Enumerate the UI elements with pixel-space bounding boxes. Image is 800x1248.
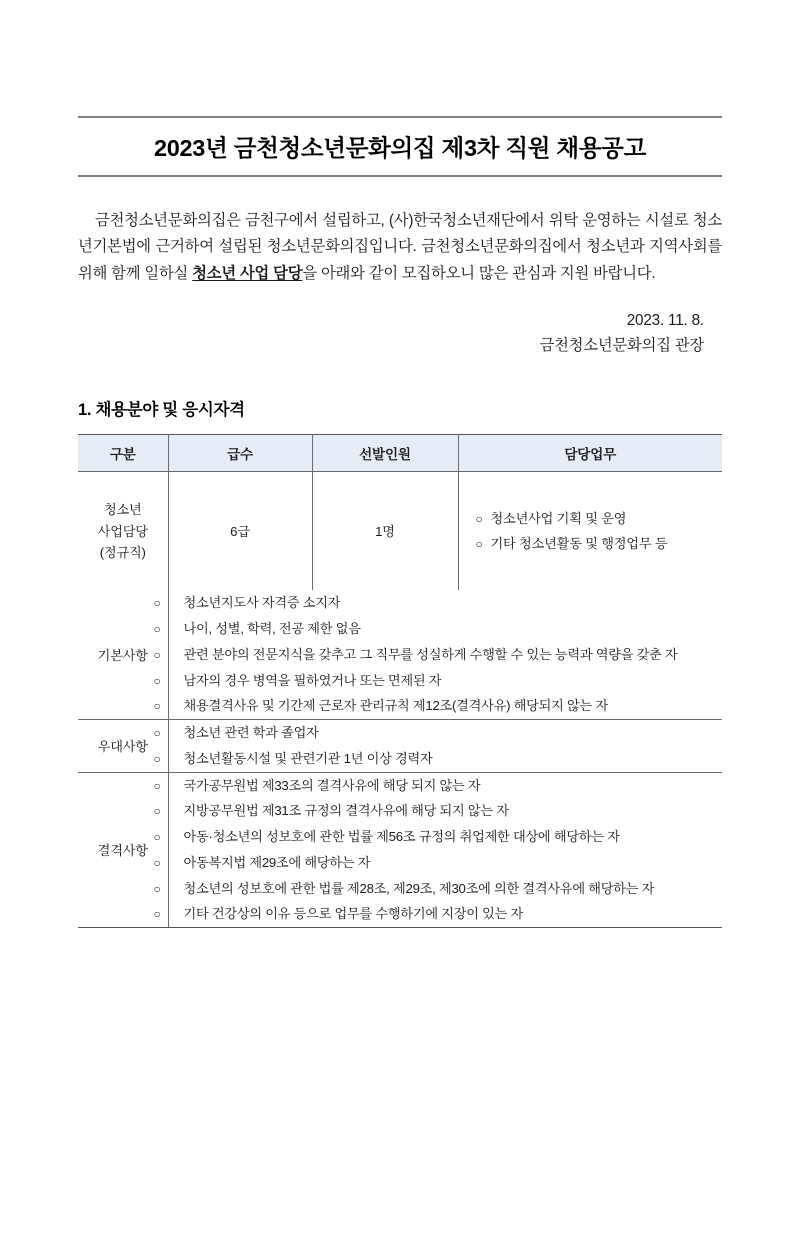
table-row-preference — [78, 720, 722, 772]
disqualification-item — [153, 850, 723, 876]
recruitment-table — [78, 434, 722, 928]
cell-basic-items — [153, 590, 722, 719]
title-rule-bottom — [78, 175, 722, 177]
basic-item-text: 채용결격사유 및 기간제 근로자 관리규칙 제12조(결격사유) 해당되지 않는 자 — [183, 698, 608, 714]
preference-item — [153, 746, 723, 772]
bullet-icon: ○ — [153, 726, 161, 741]
disqualification-item — [153, 824, 723, 850]
bullet-icon: ○ — [475, 537, 483, 552]
duties-list — [459, 506, 723, 557]
signature-date: 2023. 11. 8. — [626, 311, 704, 329]
duty-item — [476, 506, 723, 531]
table-header-duties: 담당업무 — [458, 435, 722, 472]
table-row-disqualification — [78, 772, 722, 927]
table-header-category: 구분 — [78, 435, 168, 472]
disqualification-item-text: 아동복지법 제29조에 해당하는 자 — [183, 854, 371, 870]
basic-item-text: 나이, 성별, 학력, 전공 제한 없음 — [183, 621, 361, 637]
disqualification-item — [153, 798, 723, 824]
cell-disqualification-label: 결격사항 — [78, 772, 168, 927]
disqualification-item — [153, 876, 723, 902]
cell-job-category — [78, 472, 168, 591]
intro-paragraph — [78, 208, 722, 287]
basic-item — [153, 642, 723, 668]
intro-text-tail: 을 아래와 같이 모집하오니 많은 관심과 지원 바랍니다. — [302, 264, 656, 282]
cell-basic-label: 기본사항 — [78, 590, 168, 719]
bullet-icon: ○ — [153, 804, 161, 819]
disqualification-item — [153, 901, 723, 927]
bullet-icon: ○ — [153, 855, 161, 870]
basic-item — [153, 693, 723, 719]
table-header-headcount: 선발인원 — [312, 435, 458, 472]
basic-item-text: 관련 분야의 전문지식을 갖추고 그 직무를 성실하게 수행할 수 있는 능력과 역량을 갖춘 자 — [183, 646, 678, 662]
disqualification-item-text: 국가공무원법 제33조의 결격사유에 해당 되지 않는 자 — [183, 777, 481, 793]
duty-text: 기타 청소년활동 및 행정업무 등 — [490, 536, 668, 552]
job-category-line1: 청소년 — [103, 502, 142, 518]
intro-text-lead: 금천청소년문화의집은 금천구에서 설립하고, (사)한국청소년재단에서 위탁 운영하는 시설로 청소년기본법에 근거하여 설립된 청소년문화의집입니다. 금천청소년문화의집에서 청소년과 지역사회를 위해 함께 일하실 — [78, 212, 722, 282]
signature-issuer: 금천청소년문화의집 관장 — [539, 336, 704, 354]
bullet-icon: ○ — [153, 596, 161, 611]
cell-disqualification-items — [153, 772, 722, 927]
duty-text: 청소년사업 기획 및 운영 — [490, 511, 627, 527]
page-title: 2023년 금천청소년문화의집 제3차 직원 채용공고 — [154, 135, 646, 161]
job-category-line2: 사업담당 — [97, 523, 148, 539]
bullet-icon: ○ — [153, 673, 161, 688]
table-header-row — [78, 435, 722, 472]
duty-item — [476, 531, 723, 556]
disqualification-item-text: 기타 건강상의 이유 등으로 업무를 수행하기에 지장이 있는 자 — [183, 906, 524, 922]
bullet-icon: ○ — [153, 699, 161, 714]
cell-job-duties — [458, 472, 722, 591]
basic-item-text: 청소년지도사 자격증 소지자 — [183, 595, 341, 611]
bullet-icon: ○ — [153, 647, 161, 662]
section-heading-1: 1. 채용분야 및 응시자격 — [78, 401, 245, 420]
preference-item — [153, 720, 723, 746]
cell-preference-label: 우대사항 — [78, 720, 168, 772]
basic-item-text: 남자의 경우 병역을 필하였거나 또는 면제된 자 — [183, 672, 442, 688]
basic-item — [153, 590, 723, 616]
basic-item — [153, 616, 723, 642]
preference-item-text: 청소년 관련 학과 졸업자 — [183, 725, 319, 741]
job-category-line3: (정규직) — [99, 545, 146, 561]
disqualification-item-text: 지방공무원법 제31조 규정의 결격사유에 해당 되지 않는 자 — [183, 803, 509, 819]
disqualification-item — [153, 773, 723, 799]
cell-job-grade: 6급 — [168, 472, 312, 591]
signature-block — [78, 309, 722, 359]
preference-item-text: 청소년활동시설 및 관련기관 1년 이상 경력자 — [183, 750, 433, 766]
bullet-icon: ○ — [153, 907, 161, 922]
bullet-icon: ○ — [153, 778, 161, 793]
bullet-icon: ○ — [153, 830, 161, 845]
table-row-basic — [78, 590, 722, 719]
cell-job-headcount: 1명 — [312, 472, 458, 591]
disqualification-item-text: 아동·청소년의 성보호에 관한 법률 제56조 규정의 취업제한 대상에 해당하는 자 — [183, 829, 620, 845]
intro-highlight: 청소년 사업 담당 — [192, 264, 303, 282]
bullet-icon: ○ — [153, 881, 161, 896]
table-header-grade: 급수 — [168, 435, 312, 472]
bullet-icon: ○ — [153, 622, 161, 637]
bullet-icon: ○ — [153, 751, 161, 766]
title-block — [78, 116, 722, 177]
disqualification-item-text: 청소년의 성보호에 관한 법률 제28조, 제29조, 제30조에 의한 결격사유에 해당하는 자 — [183, 880, 655, 896]
cell-preference-items — [153, 720, 722, 772]
table-row-job — [78, 472, 722, 591]
bullet-icon: ○ — [475, 512, 483, 527]
basic-item — [153, 668, 723, 694]
document-page — [0, 116, 800, 1248]
